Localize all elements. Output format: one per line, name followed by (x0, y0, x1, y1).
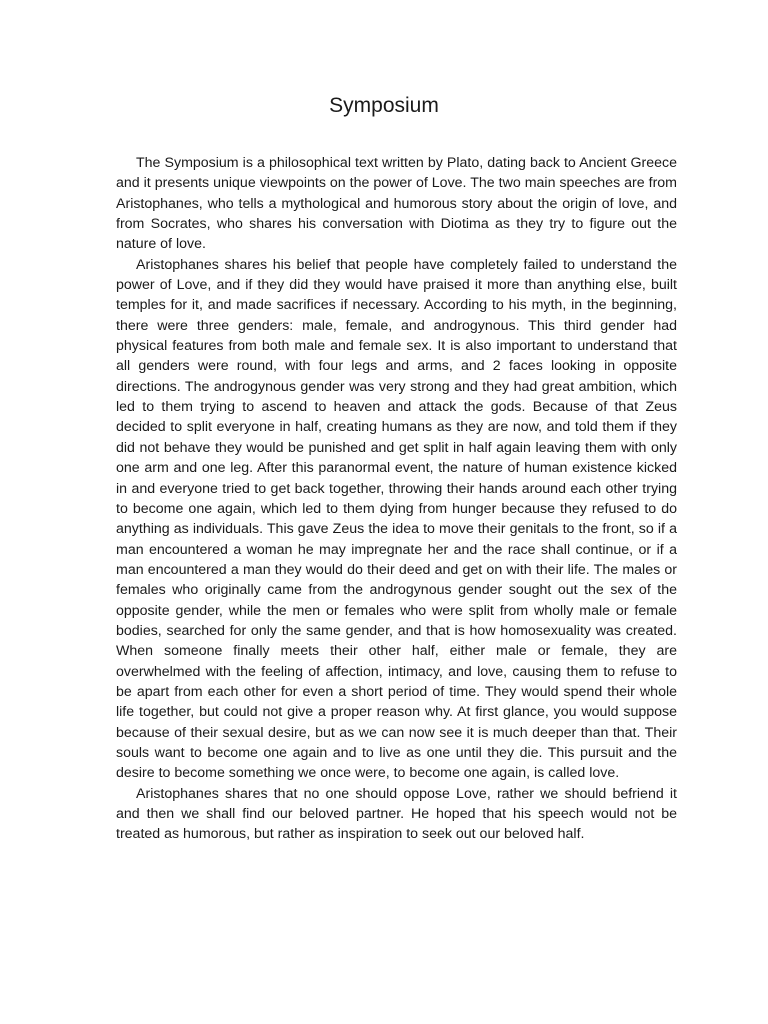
page-title: Symposium (329, 94, 439, 117)
paragraph-conclusion: Aristophanes shares that no one should oppose Love, rather we should befriend it and then we shall find our beloved partner. He hoped that his speech would not be treated as humorous, but rather as inspiration to seek out our beloved half. (116, 785, 677, 843)
paragraph-intro: The Symposium is a philosophical text written by Plato, dating back to Ancient Greece and it presents unique viewpoints on the power of Love. The two main speeches are from Aristophanes, who tells a mythological and humorous story about the origin of love, and from Socrates, who shares his conversation with Diotima as they try to figure out the nature of love. (116, 155, 677, 253)
paragraph-aristophanes-myth: Aristophanes shares his belief that people have completely failed to understand the power of Love, and if they did they would have praised it more than anything else, built temples for it, and made sacrifices if necessary. According to his myth, in the beginning, there were three genders: male, female, and androgynous. This third gender had physical features from both male and female sex. It is also important to understand that all genders were round, with four legs and arms, and 2 faces looking in opposite directions. The androgynous gender was very strong and they had great ambition, which led to them trying to ascend to heaven and attack the gods. Because of that Zeus decided to split everyone in half, creating humans as they are now, and told them if they did not behave they would be punished and get split in half again leaving them with only one arm and one leg. After this paranormal event, the nature of human existence kicked in and everyone tried to get back together, throwing their hands around each other trying to become one again, which led to them dying from hunger because they refused to do anything as individuals. This gave Zeus the idea to move their genitals to the front, so if a man encountered a woman he may impregnate her and the race shall continue, or if a man encountered a man they would do their deed and get on with their life. The males or females who originally came from the androgynous gender sought out the sex of the opposite gender, while the men or females who were split from wholly male or female bodies, searched for only the same gender, and that is how homosexuality was created. When someone finally meets their other half, either male or female, they are overwhelmed with the feeling of affection, intimacy, and love, causing them to refuse to be apart from each other for even a short period of time. They would spend their whole life together, but could not give a proper reason why. At first glance, you would suppose because of their sexual desire, but as we can now see it is much deeper than that. Their souls want to become one again and to live as one until they die. This pursuit and the desire to become something we once were, to become one again, is called love. (116, 256, 677, 782)
body-text (116, 153, 677, 845)
